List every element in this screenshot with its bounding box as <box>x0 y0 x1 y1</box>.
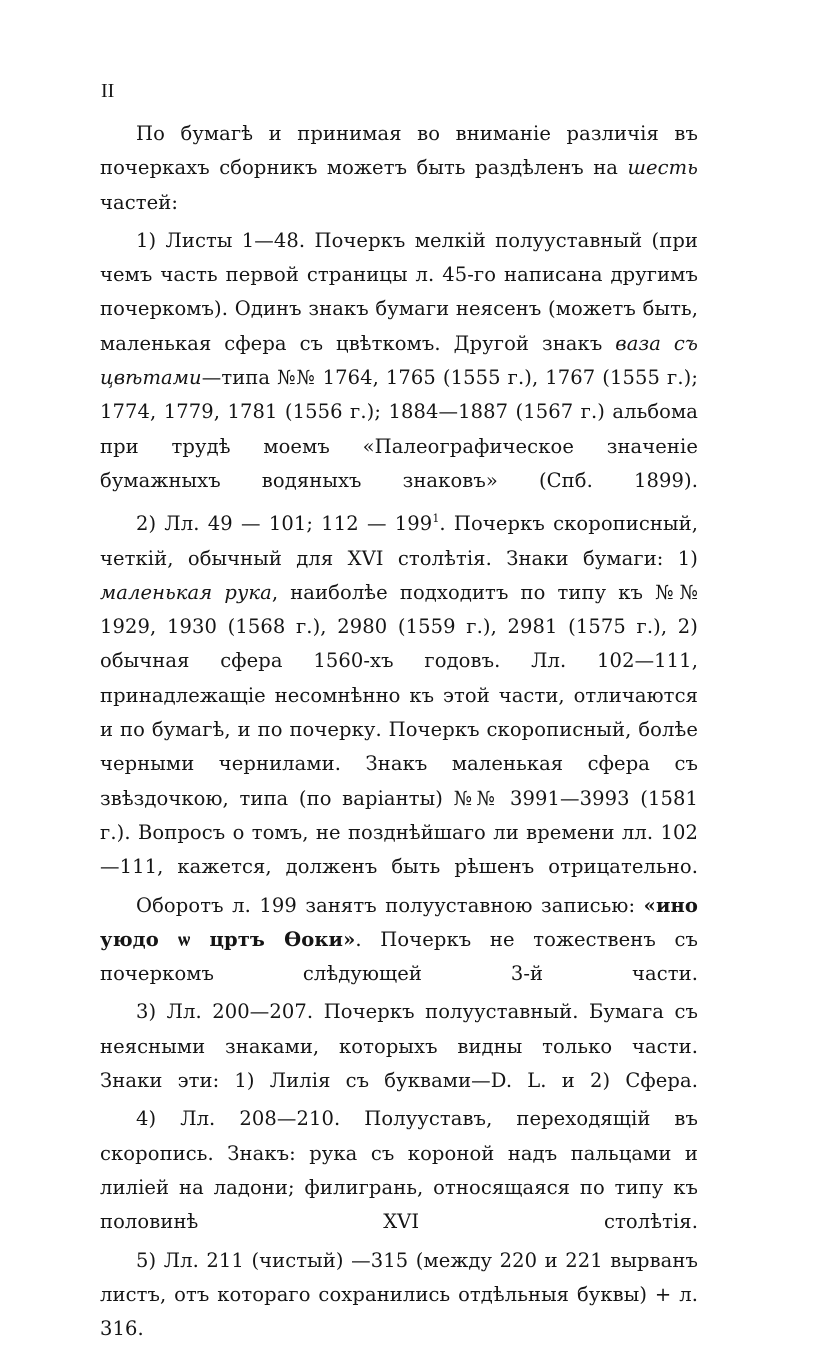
part-2-text-mid: . Почеркъ скорописный, четкій, обычный для XVI столѣтія. Знаки бумаги: 1) <box>100 512 698 569</box>
footnote-marker: 1 <box>432 512 439 525</box>
part-2-text: 2) Лл. 49 — 101; 112 — 199 <box>136 512 432 535</box>
paragraph-reverse-note <box>100 889 698 992</box>
part-1-text: 1) Листы 1—48. Почеркъ мелкій полууставный (при чемъ часть первой страницы л. 45-го написана другимъ почеркомъ). Одинъ знакъ бумаги неясенъ (можетъ быть, маленькая сфера съ цвѣткомъ. Другой знакъ <box>100 229 698 355</box>
intro-text-end: частей: <box>100 191 178 214</box>
paragraph-intro <box>100 117 698 220</box>
body-text <box>100 117 698 1346</box>
part-1-emphasis: ваза съ цвѣтами <box>100 332 698 389</box>
paragraph-part-3: 3) Лл. 200—207. Почеркъ полууставный. Бумага съ неясными знаками, которыхъ видны только части. Знаки эти: 1) Лилія съ буквами—D. L. и 2) Сфера. <box>100 995 698 1098</box>
paragraph-part-4: 4) Лл. 208—210. Полууставъ, переходящій въ скоропись. Знакъ: рука съ короной надъ пальцами и лиліей на ладони; филигрань, относящаяся по типу къ половинѣ XVI столѣтія. <box>100 1102 698 1239</box>
reverse-note-text: Оборотъ л. 199 занятъ полууставною записью: <box>136 894 644 917</box>
part-1-text-end: —типа №№ 1764, 1765 (1555 г.), 1767 (1555 г.); 1774, 1779, 1781 (1556 г.); 1884—1887 (1567 г.) альбома при трудѣ моемъ «Палеографическое значеніе бумажныхъ водяныхъ знаковъ» (Спб. 1899). <box>100 366 698 492</box>
part-2-text-end: , наиболѣе подходитъ по типу къ №№ 1929, 1930 (1568 г.), 2980 (1559 г.), 2981 (1575 г.), 2) обычная сфера 1560-хъ годовъ. Лл. 102—111, принадлежащіе несомнѣнно къ этой части, отличаются и по бумагѣ, и по почерку. Почеркъ скорописный, болѣе черными чернилами. Знакъ маленькая сфера съ звѣздочкою, типа (по варіанты) №№ 3991—3993 (1581 г.). Вопросъ о томъ, не позднѣйшаго ли времени лл. 102—111, кажется, долженъ быть рѣшенъ отрицательно. <box>100 581 698 878</box>
reverse-note-text-end: . Почеркъ не тожественъ съ почеркомъ слѣдующей 3-й части. <box>100 928 698 985</box>
slavonic-inscription: «ино уюдо ѡ цртъ Ѳоки» <box>100 894 698 951</box>
part-2-emphasis: маленькая рука <box>100 581 272 604</box>
intro-text: По бумагѣ и принимая во вниманіе различія въ почеркахъ сборникъ можетъ быть раздѣленъ на <box>100 122 698 179</box>
paragraph-part-2 <box>100 502 698 884</box>
intro-emphasis: шесть <box>627 156 698 179</box>
page-number: II <box>101 80 114 103</box>
paragraph-part-5: 5) Лл. 211 (чистый) —315 (между 220 и 221 вырванъ листъ, отъ котораго сохранились отдѣльныя буквы) + л. 316. <box>100 1244 698 1346</box>
paragraph-part-1 <box>100 224 698 498</box>
